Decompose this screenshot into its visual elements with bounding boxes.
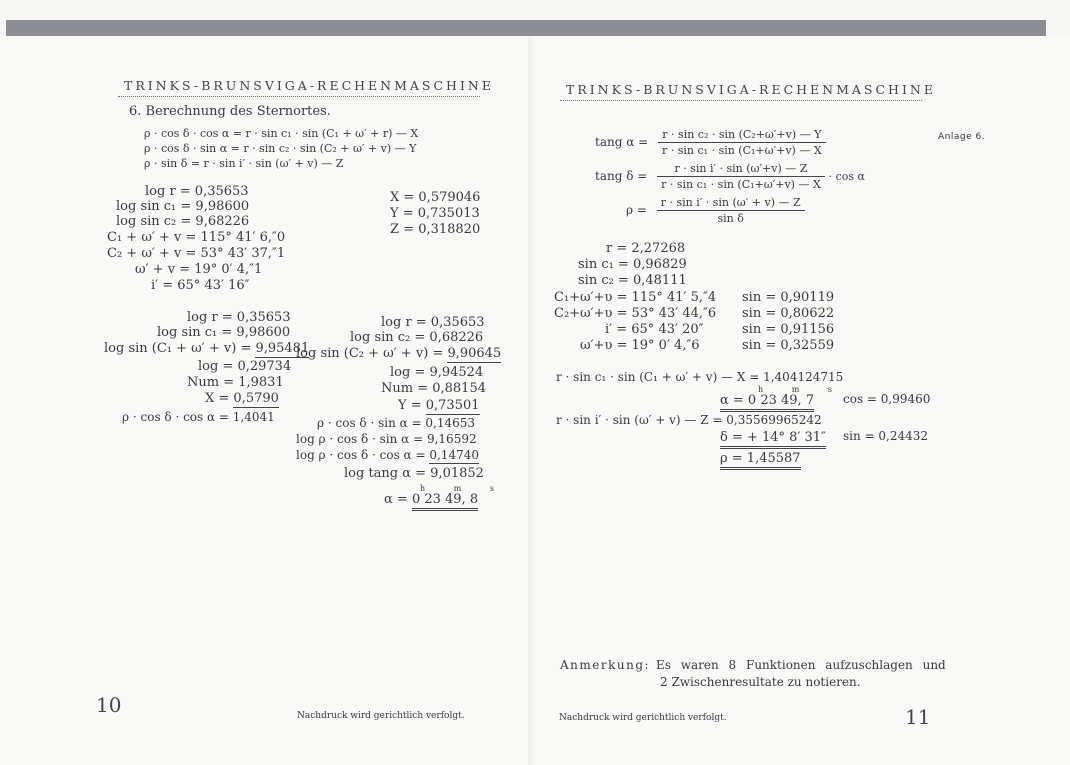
sin-delta: sin = 0,24432 — [843, 429, 929, 443]
angle-c1: C₁+ω′+υ = 115° 41′ 5,″4 — [554, 290, 717, 305]
sin-omega-angle: sin = 0,32559 — [742, 338, 835, 353]
r2-computation: r · sin i′ · sin (ω′ + v) — Z = 0,35569965242 — [556, 413, 822, 427]
calc-x-num: Num = 1,9831 — [187, 375, 284, 390]
note-label: Anmerkung: — [560, 658, 651, 672]
calc-x-result: X = 0,5790 — [205, 391, 279, 406]
footer-left: Nachdruck wird gerichtlich verfolgt. — [297, 711, 465, 721]
calc-x-log-sin-sum: log sin (C₁ + ω′ + v) = 9,95481 — [104, 341, 310, 356]
calc-y-rho-cos-sin: ρ · cos δ · sin α = 0,14653 — [317, 416, 476, 430]
tang-alpha-formula: tang α = $\frac{\text{r · sin c₂ · sin (C₂+ω′+v) — Y}}{\text{r · sin c₁ · sin (C₁+ω′+v) — X}}$ — [595, 128, 826, 157]
calc-x-rho-cos-cos: ρ · cos δ · cos α = 1,4041 — [122, 410, 275, 424]
calc-y-result: Y = 0,73501 — [398, 398, 480, 413]
calc-y-log-rho-cos-cos: log ρ · cos δ · cos α = 0,14740 — [296, 448, 479, 462]
calc-x-log-r: log r = 0,35653 — [187, 310, 291, 325]
formula-line-1: ρ · cos δ · cos α = r · sin c₁ · sin (C₁ + ω′ + r) — X — [144, 127, 419, 140]
calc-x-log-sin-c1: log sin c₁ = 9,98600 — [157, 325, 291, 340]
section-title: 6. Berechnung des Sternortes. — [129, 104, 331, 119]
hms-label-left: h m s — [420, 484, 507, 493]
calc-y-num: Num = 0,88154 — [381, 381, 486, 396]
calc-y-alpha: α = 0 23 49, 8 — [384, 492, 478, 507]
running-header-left: TRINKS-BRUNSVIGA-RECHENMASCHINE — [124, 78, 494, 93]
tang-delta-formula: tang δ = $\frac{\text{r · sin i′ · sin (ω′+v) — Z}}{\text{r · sin c₁ · sin (C₁+ω′+v) — X}}$ · cos α — [595, 162, 865, 191]
value-sin-c2: sin c₂ = 0,48111 — [578, 273, 687, 288]
calc-y-log-sin-c2: log sin c₂ = 0,68226 — [350, 330, 484, 345]
input-i-angle: i′ = 65° 43′ 16″ — [151, 278, 250, 293]
top-binding-bar — [6, 20, 1046, 36]
value-x: X = 0,579046 — [390, 190, 481, 205]
angle-i: i′ = 65° 43′ 20″ — [605, 322, 704, 337]
calc-y-log: log = 9,94524 — [390, 365, 484, 380]
calc-y-log-rho-cos-sin: log ρ · cos δ · sin α = 9,16592 — [296, 432, 477, 446]
formula-line-3: ρ · sin δ = r · sin i′ · sin (ω′ + v) — Z — [144, 157, 344, 170]
value-z: Z = 0,318820 — [390, 222, 481, 237]
footer-right: Nachdruck wird gerichtlich verfolgt. — [559, 713, 727, 723]
value-r: r = 2,27268 — [606, 241, 686, 256]
header-rule-left — [118, 96, 480, 97]
book-gutter — [528, 36, 532, 765]
input-log-sin-c2: log sin c₂ = 9,68226 — [116, 214, 250, 229]
sin-c2-angle: sin = 0,80622 — [742, 306, 835, 321]
note-text-line1: Es waren 8 Funktionen aufzuschlagen und — [656, 658, 946, 672]
note-text-line2: 2 Zwischenresultate zu notieren. — [660, 675, 861, 689]
input-c1-angle: C₁ + ω′ + v = 115° 41′ 6,″0 — [107, 230, 286, 245]
formula-line-2: ρ · cos δ · sin α = r · sin c₂ · sin (C₂ + ω′ + v) — Y — [144, 142, 417, 155]
rho-result: ρ = 1,45587 — [720, 451, 801, 466]
input-omega-angle: ω′ + v = 19° 0′ 4,″1 — [135, 262, 263, 277]
cos-alpha: cos = 0,99460 — [843, 392, 931, 406]
sin-i-angle: sin = 0,91156 — [742, 322, 835, 337]
calc-x-log: log = 0,29734 — [198, 359, 292, 374]
calc-y-log-r: log r = 0,35653 — [381, 315, 485, 330]
angle-c2: C₂+ω′+υ = 53° 43′ 44,″6 — [554, 306, 717, 321]
sin-c1-angle: sin = 0,90119 — [742, 290, 835, 305]
page-number-left: 10 — [96, 693, 122, 717]
input-log-sin-c1: log sin c₁ = 9,98600 — [116, 199, 250, 214]
hms-label-right: h m s — [758, 385, 845, 394]
running-header-right: TRINKS-BRUNSVIGA-RECHENMASCHINE — [566, 82, 936, 97]
value-sin-c1: sin c₁ = 0,96829 — [578, 257, 687, 272]
angle-omega: ω′+υ = 19° 0′ 4,″6 — [580, 338, 700, 353]
r1-computation: r · sin c₁ · sin (C₁ + ω′ + v) — X = 1,404124715 — [556, 370, 844, 384]
page-number-right: 11 — [905, 705, 931, 729]
rho-formula: ρ = $\frac{\text{r · sin i′ · sin (ω′ + v) — Z}}{\text{sin δ}}$ — [626, 196, 805, 225]
input-log-r: log r = 0,35653 — [145, 184, 249, 199]
delta-result: δ = + 14° 8′ 31″ — [720, 430, 826, 445]
input-c2-angle: C₂ + ω′ + v = 53° 43′ 37,″1 — [107, 246, 286, 261]
calc-y-log-tang: log tang α = 9,01852 — [344, 466, 484, 481]
calc-y-log-sin-sum: log sin (C₂ + ω′ + v) = 9,90645 — [296, 346, 502, 361]
alpha-result: α = 0 23 49, 7 — [720, 393, 814, 408]
appendix-label: Anlage 6. — [938, 132, 986, 142]
value-y: Y = 0,735013 — [390, 206, 480, 221]
header-rule-right — [560, 100, 922, 101]
